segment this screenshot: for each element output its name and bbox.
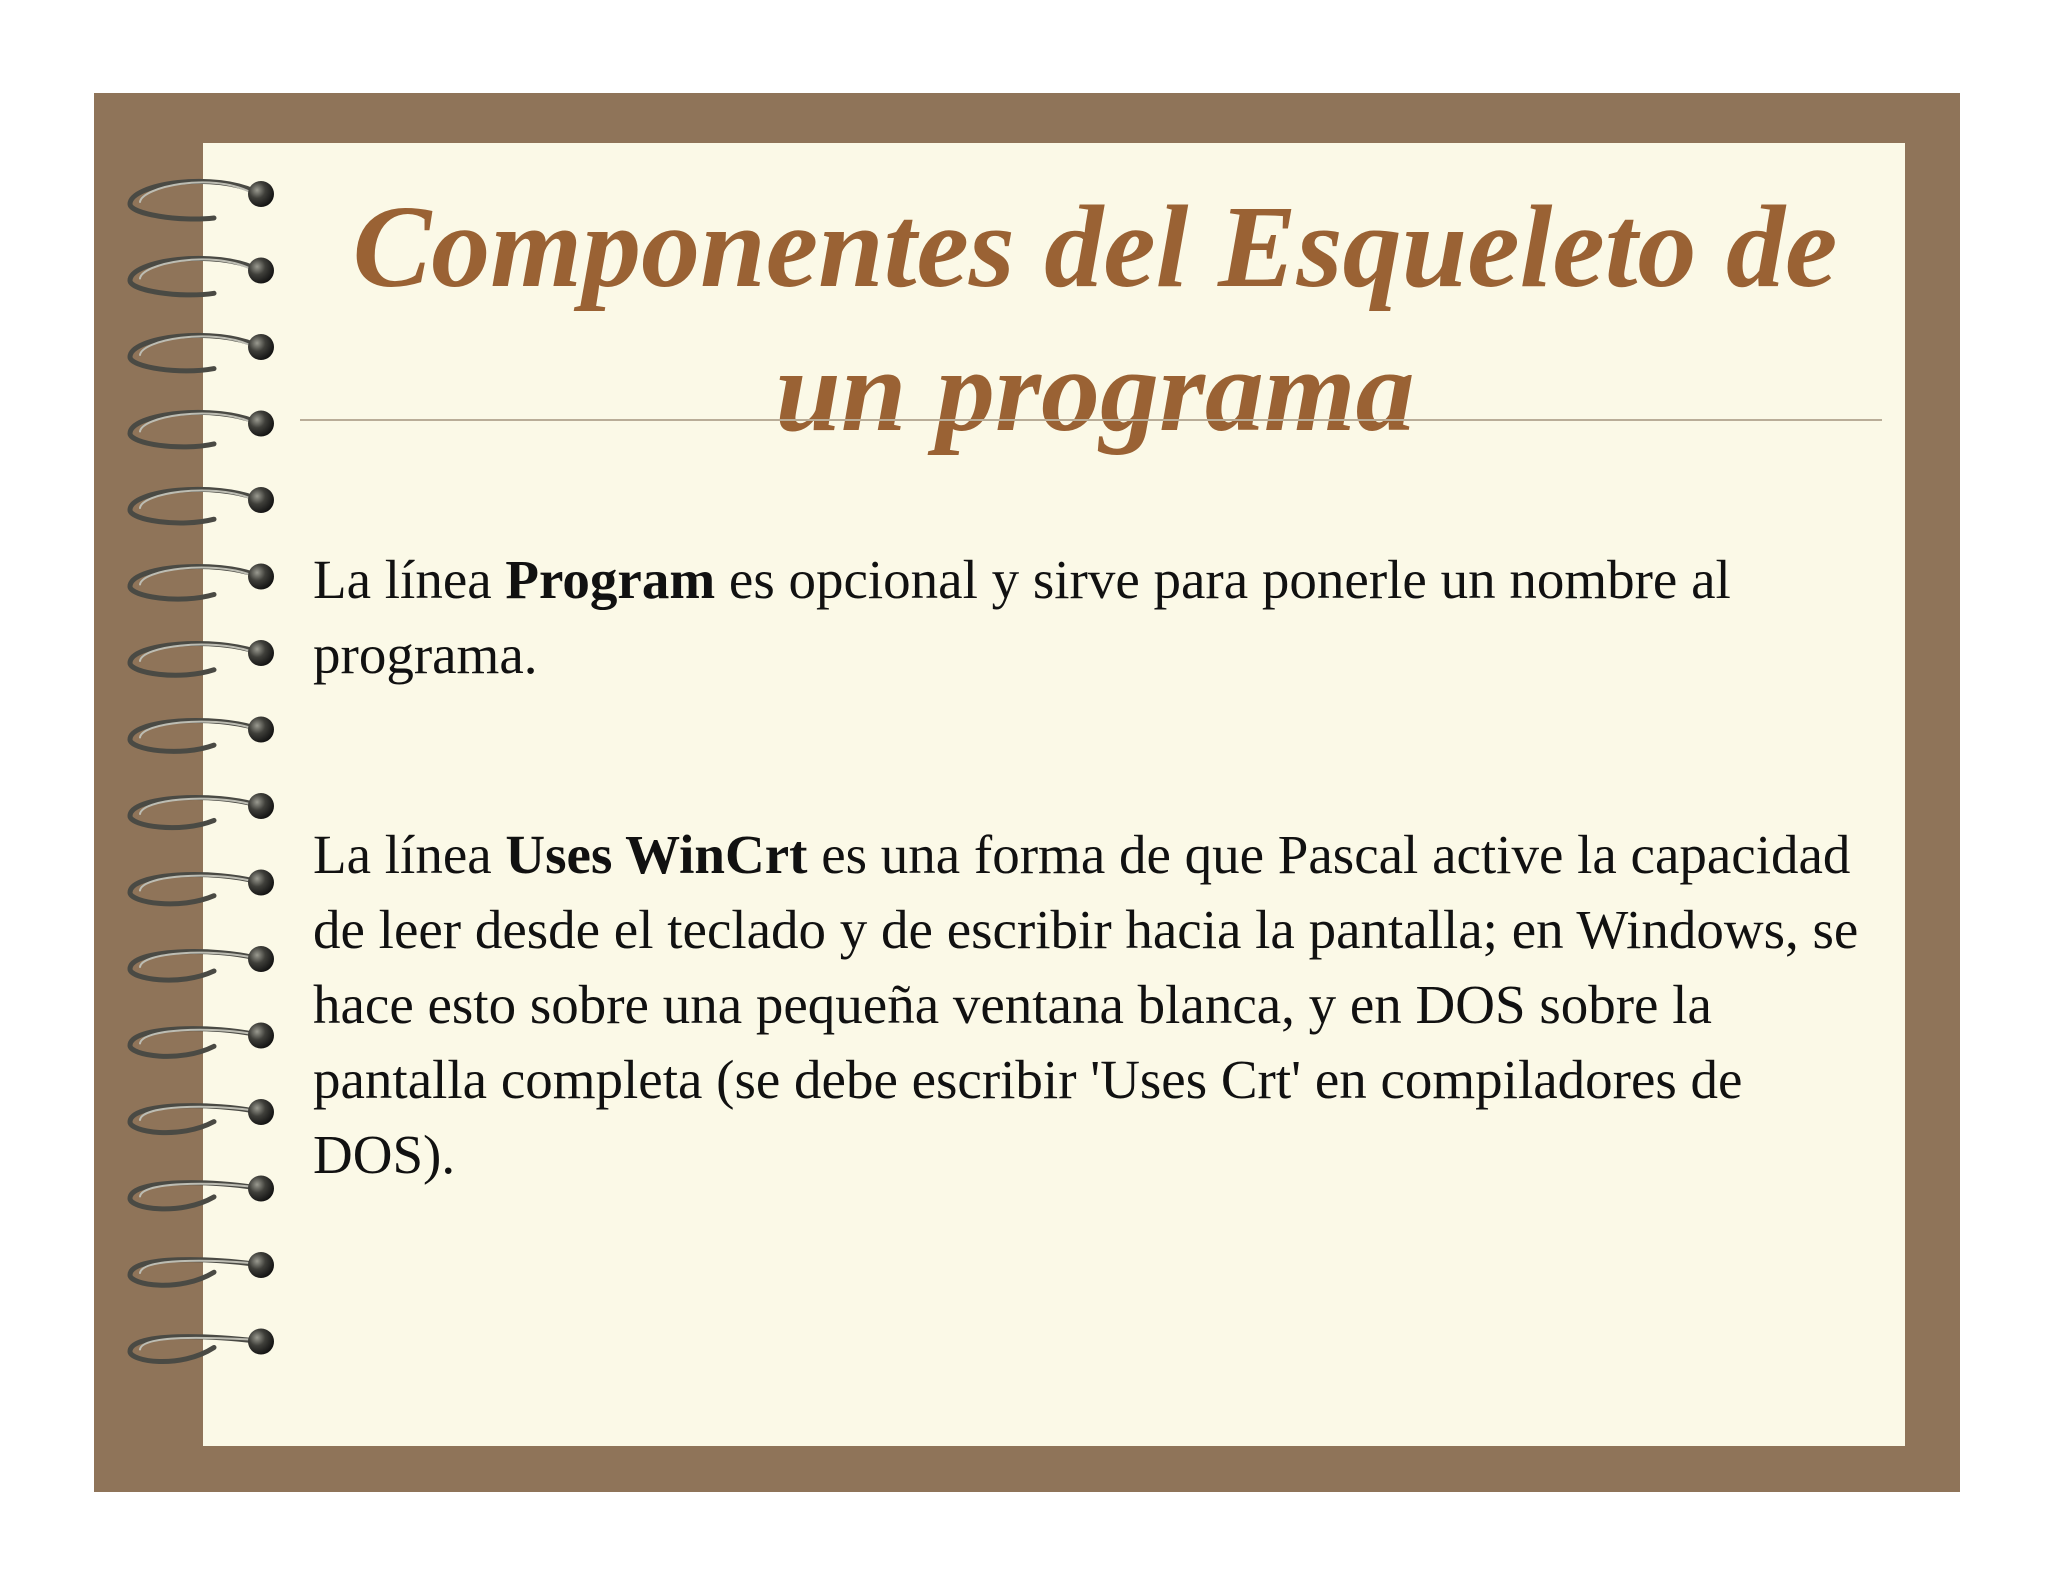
spiral-hole (248, 870, 274, 896)
spiral-hole (248, 181, 274, 207)
paragraph-uses-wincrt (313, 817, 1883, 1192)
spiral-hole (248, 640, 274, 666)
spiral-ring (130, 1337, 260, 1362)
keyword-program: Program (505, 549, 716, 610)
spiral-hole (248, 411, 274, 437)
spiral-hole (248, 1176, 274, 1202)
spiral-hole (248, 1329, 274, 1355)
title-divider (300, 419, 1882, 421)
spiral-hole (248, 487, 274, 513)
paragraph-uses-prefix: La línea (313, 824, 506, 885)
spiral-binding-icon (110, 160, 290, 1450)
spiral-ring (130, 1183, 260, 1209)
spiral-hole (248, 1023, 274, 1049)
title-line-1: Componentes del Esqueleto de (352, 181, 1838, 312)
spiral-hole (248, 258, 274, 284)
spiral-hole (248, 564, 274, 590)
spiral-hole (248, 1099, 274, 1125)
spiral-hole (248, 793, 274, 819)
title-line-2: un programa (775, 325, 1415, 456)
spiral-hole (248, 334, 274, 360)
paragraph-program-prefix: La línea (313, 549, 506, 610)
spiral-hole (248, 946, 274, 972)
spiral-ring (130, 1260, 260, 1286)
paragraph-uses-text: es una forma de que Pascal active la capacidad de leer desde el teclado y de escribir hacia la pantalla; en Windows, se hace esto sobre una pequeña ventana blanca, y en DOS sobre la pantalla completa (se debe escribir 'Uses Crt' en compiladores de DOS). (313, 824, 1859, 1185)
spiral-hole (248, 1252, 274, 1278)
spiral-hole (248, 717, 274, 743)
paragraph-program (313, 542, 1883, 692)
paragraph-program-text: es opcional y sirve para ponerle un nombre al programa. (313, 549, 1731, 685)
spiral-ring-highlight (140, 1338, 250, 1350)
keyword-uses-wincrt: Uses WinCrt (505, 824, 808, 885)
